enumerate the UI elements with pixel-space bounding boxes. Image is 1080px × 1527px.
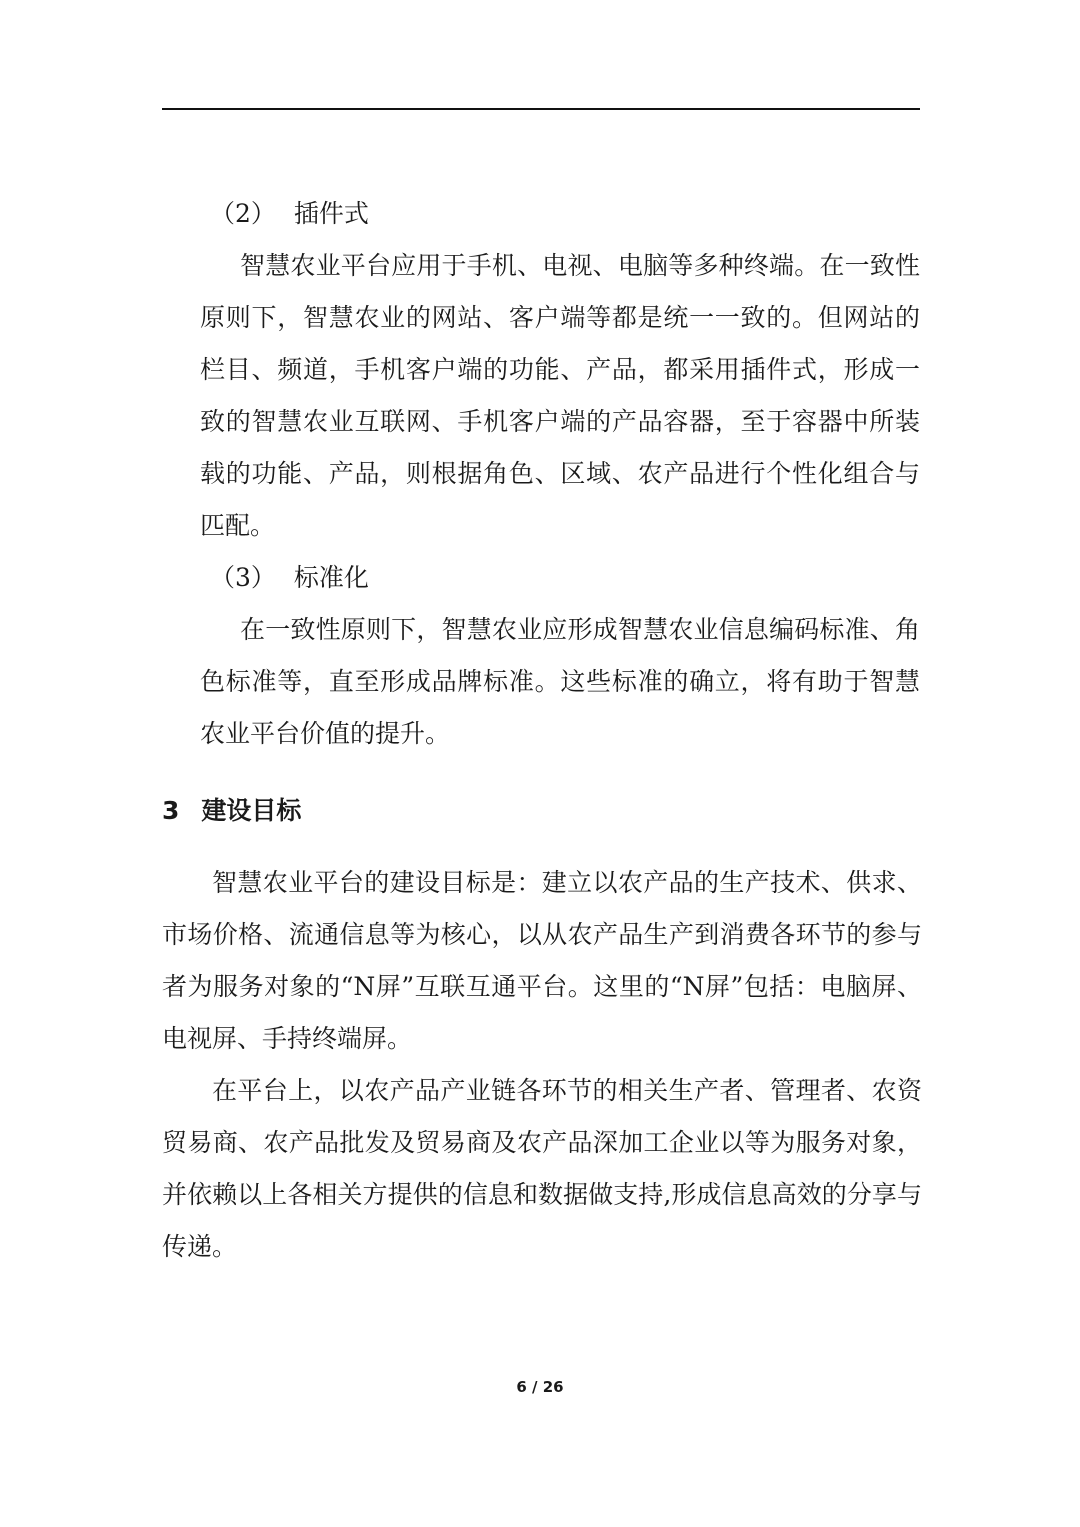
subsection-3-paragraph: 在一致性原则下，智慧农业应形成智慧农业信息编码标准、角色标准等，直至形成品牌标准。这些标准的确立，将有助于智慧农业平台价值的提升。 (200, 615, 920, 748)
section-3-title: 建设目标 (201, 796, 302, 825)
subsection-3-title: 标准化 (293, 563, 369, 592)
main-content (200, 188, 920, 760)
header-rule (162, 108, 920, 110)
section-3 (162, 785, 922, 1273)
subsection-3-number: （3） (210, 563, 276, 592)
subsection-2-title: 插件式 (293, 199, 369, 228)
section-3-number: 3 (162, 796, 180, 825)
section-3-paragraph-2: 在平台上，以农产品产业链各环节的相关生产者、管理者、农资贸易商、农产品批发及贸易商及农产品深加工企业以等为服务对象，并依赖以上各相关方提供的信息和数据做支持,形成信息高效的分享与传递。 (162, 1076, 922, 1261)
subsection-2-number: （2） (210, 199, 276, 228)
section-3-heading (162, 785, 922, 837)
section-3-paragraph-1: 智慧农业平台的建设目标是：建立以农产品的生产技术、供求、市场价格、流通信息等为核心，以从农产品生产到消费各环节的参与者为服务对象的“N屏”互联互通平台。这里的“N屏”包括：电脑屏、电视屏、手持终端屏。 (162, 868, 922, 1053)
subsection-2-heading (200, 188, 920, 240)
subsection-3-heading (200, 552, 920, 604)
subsection-2-paragraph: 智慧农业平台应用于手机、电视、电脑等多种终端。在一致性原则下，智慧农业的网站、客户端等都是统一一致的。但网站的栏目、频道，手机客户端的功能、产品，都采用插件式，形成一致的智慧农业互联网、手机客户端的产品容器，至于容器中所装载的功能、产品，则根据角色、区域、农产品进行个性化组合与匹配。 (200, 251, 920, 540)
page-number: 6 / 26 (516, 1378, 564, 1396)
